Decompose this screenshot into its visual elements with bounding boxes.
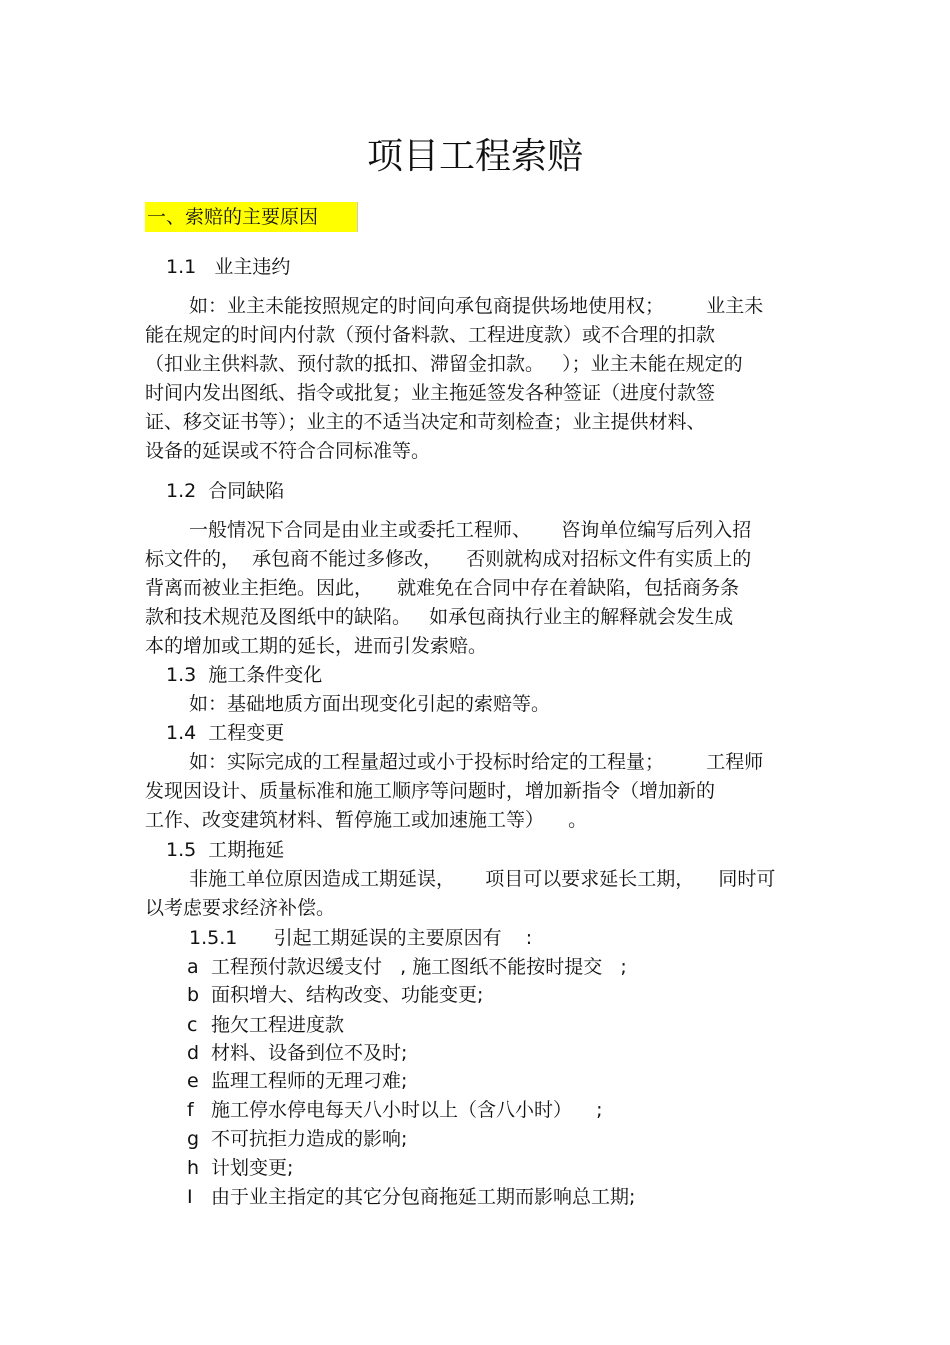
paragraph-line: 如：业主未能按照规定的时间向承包商提供场地使用权； 业主未 [189, 295, 764, 317]
paragraph-line: 如：基础地质方面出现变化引起的索赔等。 [189, 693, 551, 715]
paragraph-line: 背离而被业主拒绝。因此， 就难免在合同中存在着缺陷，包括商务条 [145, 577, 740, 599]
paragraph-line: 证、移交证书等）；业主的不适当决定和苛刻检查；业主提供材料、 [145, 411, 706, 433]
subsection-heading-1-2: 1.2 合同缺陷 [166, 480, 285, 502]
paragraph-line: 工作、改变建筑材料、暂停施工或加速施工等） 。 [145, 809, 588, 831]
paragraph-line: 一般情况下合同是由业主或委托工程师、 咨询单位编写后列入招 [189, 519, 752, 541]
list-item [187, 1183, 635, 1211]
paragraph-line: 非施工单位原因造成工期延误， 项目可以要求延长工期， 同时可 [189, 868, 776, 890]
list-marker: a [187, 956, 199, 978]
subsection-heading-1-3: 1.3 施工条件变化 [166, 664, 323, 686]
list-item [187, 1154, 293, 1182]
subsection-heading-1-4: 1.4 工程变更 [166, 722, 285, 744]
list-item [187, 1096, 603, 1124]
paragraph-line: 时间内发出图纸、指令或批复；业主拖延签发各种签证（进度付款签 [145, 382, 716, 404]
paragraph-line: 标文件的， 承包商不能过多修改， 否则就构成对招标文件有实质上的 [145, 548, 752, 570]
list-item [187, 981, 483, 1009]
list-item [187, 1067, 407, 1095]
list-item-text: 面积增大、结构改变、功能变更; [211, 984, 484, 1006]
list-item-text: 不可抗拒力造成的影响; [211, 1128, 408, 1150]
list-item-text: 计划变更; [211, 1157, 294, 1179]
subsection-heading-1-5: 1.5 工期拖延 [166, 839, 285, 861]
list-marker: c [187, 1014, 198, 1036]
list-item-text: 材料、设备到位不及时; [211, 1042, 408, 1064]
sub-subsection-heading-1-5-1: 1.5.1 引起工期延误的主要原因有 : [189, 927, 533, 949]
list-item-text: 拖欠工程进度款 [211, 1014, 345, 1036]
list-marker: d [187, 1042, 200, 1064]
paragraph-line: 设备的延误或不符合合同标准等。 [145, 440, 431, 462]
paragraph-line: 以考虑要求经济补偿。 [145, 897, 336, 919]
list-item [187, 1125, 407, 1153]
paragraph-line: 能在规定的时间内付款（预付备料款、工程进度款）或不合理的扣款 [145, 324, 716, 346]
list-item-text: 监理工程师的无理刁难; [211, 1070, 408, 1092]
paragraph-line: 本的增加或工期的延长，进而引发索赔。 [145, 635, 488, 657]
paragraph-line: 发现因设计、质量标准和施工顺序等问题时，增加新指令（增加新的 [145, 780, 716, 802]
list-marker: I [187, 1186, 193, 1208]
section-heading-highlighted: 一、索赔的主要原因 [145, 202, 358, 232]
list-item [187, 1011, 344, 1039]
list-item [187, 953, 627, 981]
paragraph-line: 如：实际完成的工程量超过或小于投标时给定的工程量； 工程师 [189, 751, 764, 773]
list-marker: f [187, 1099, 194, 1121]
list-item-text: 施工停水停电每天八小时以上（含八小时） ; [211, 1099, 603, 1121]
list-item [187, 1039, 407, 1067]
document-title: 项目工程索赔 [366, 136, 583, 177]
list-item-text: 由于业主指定的其它分包商拖延工期而影响总工期; [211, 1186, 636, 1208]
paragraph-line: 款和技术规范及图纸中的缺陷。 如承包商执行业主的解释就会发生成 [145, 606, 734, 628]
list-item-text: 工程预付款迟缓支付 , 施工图纸不能按时提交 ; [211, 956, 627, 978]
paragraph-line: （扣业主供料款、预付款的抵扣、滞留金扣款。 ）；业主未能在规定的 [145, 353, 743, 375]
list-marker: g [187, 1128, 200, 1150]
list-marker: b [187, 984, 200, 1006]
subsection-heading-1-1: 1.1 业主违约 [166, 256, 291, 278]
list-marker: e [187, 1070, 199, 1092]
list-marker: h [187, 1157, 200, 1179]
